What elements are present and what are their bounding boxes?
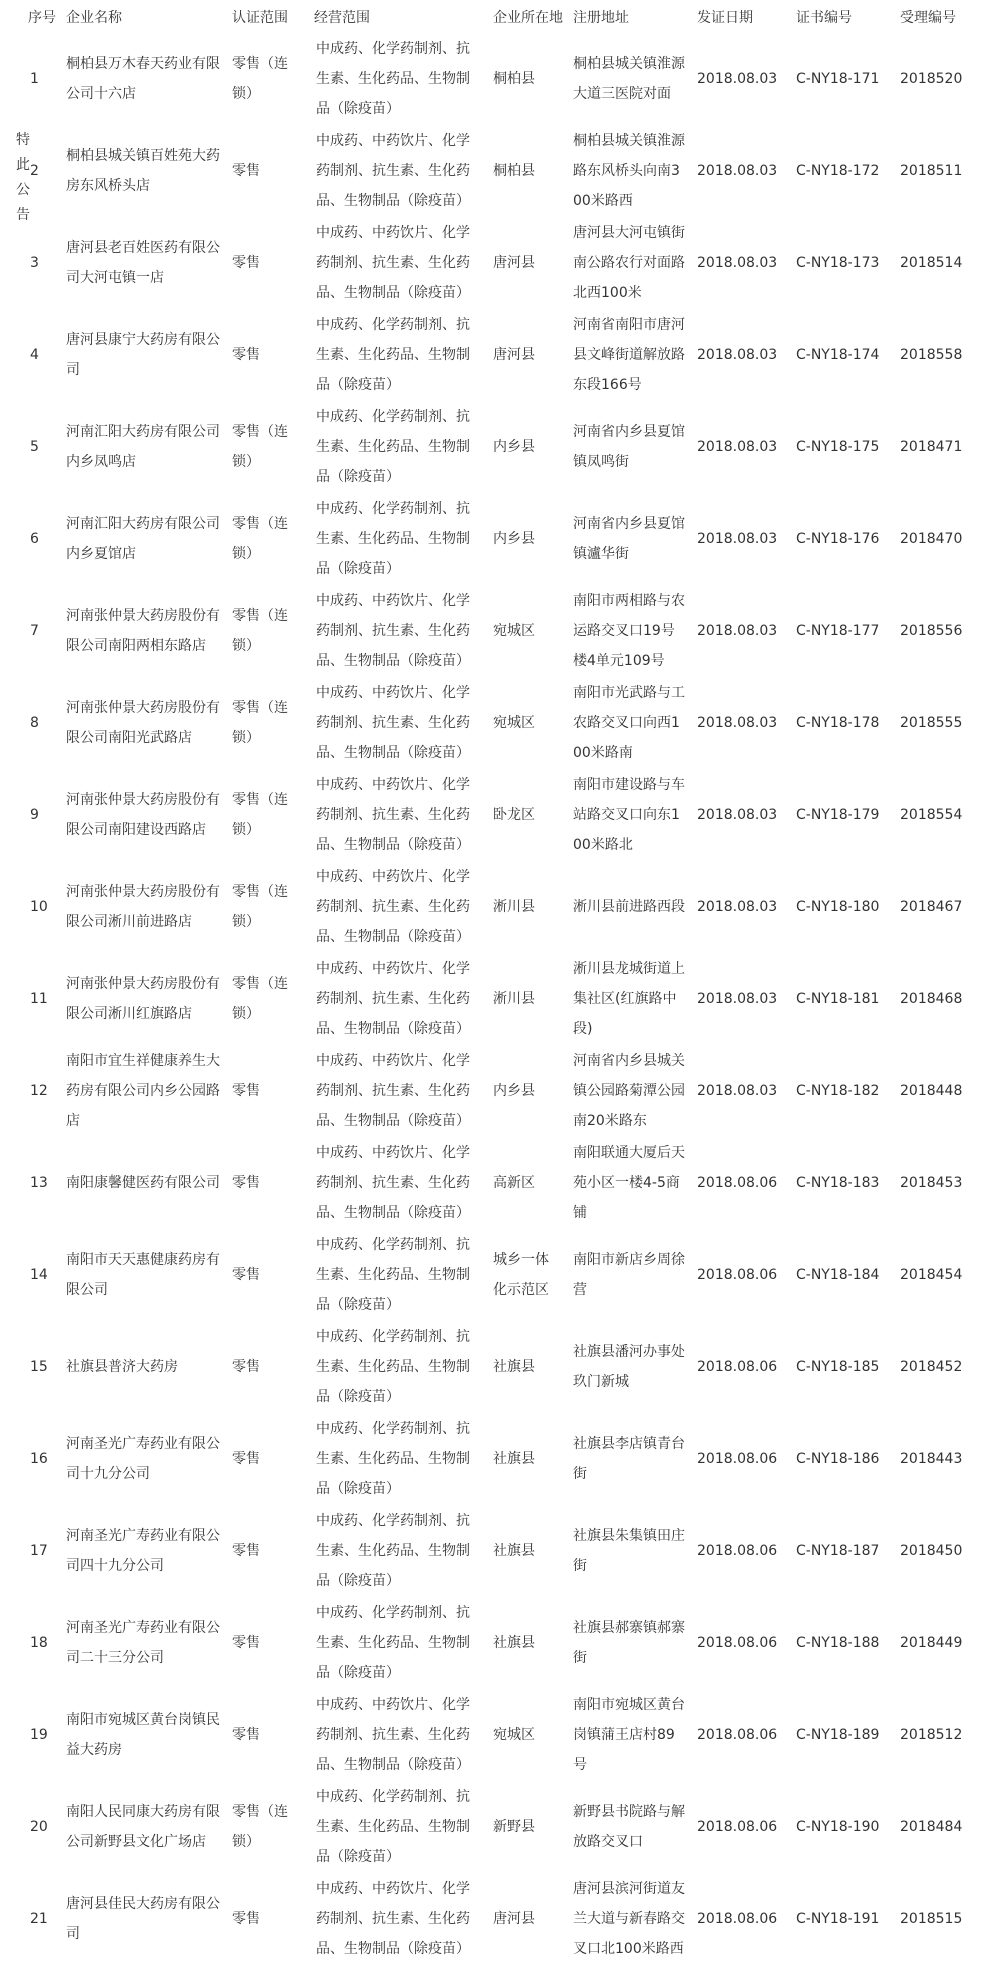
cell-address: 河南省内乡县城关镇公园路菊潭公园南20米路东: [573, 1053, 685, 1129]
cell-cert-no: C-NY18-184: [796, 1267, 880, 1283]
cell-seq: 18: [30, 1635, 48, 1651]
cell-cert-scope: 零售: [232, 1451, 260, 1467]
cell-cert-scope: 零售: [232, 1911, 260, 1927]
cell-issue-date: 2018.08.03: [697, 715, 778, 731]
header-address: 注册地址: [573, 9, 629, 26]
cell-cert-no: C-NY18-185: [796, 1359, 880, 1375]
cell-accept-no: 2018470: [900, 531, 963, 547]
cell-accept-no: 2018468: [900, 991, 963, 1007]
table-row: [22, 861, 997, 953]
cell-cert-no: C-NY18-171: [796, 71, 880, 87]
cell-seq: 20: [30, 1819, 48, 1835]
cell-cert-no: C-NY18-173: [796, 255, 880, 271]
cell-accept-no: 2018520: [900, 71, 963, 87]
cell-issue-date: 2018.08.03: [697, 991, 778, 1007]
cell-location: 社旗县: [493, 1451, 535, 1467]
table-row: [22, 1229, 997, 1321]
cell-accept-no: 2018467: [900, 899, 963, 915]
cell-company-name: 河南张仲景大药房股份有限公司淅川红旗路店: [66, 976, 220, 1022]
table-row: [22, 1413, 997, 1505]
cell-cert-no: C-NY18-186: [796, 1451, 880, 1467]
cell-cert-no: C-NY18-176: [796, 531, 880, 547]
cell-accept-no: 2018514: [900, 255, 963, 271]
cell-issue-date: 2018.08.06: [697, 1451, 778, 1467]
cell-address: 新野县书院路与解放路交叉口: [573, 1804, 685, 1850]
cell-cert-no: C-NY18-181: [796, 991, 880, 1007]
cell-location: 社旗县: [493, 1359, 535, 1375]
cell-address: 淅川县龙城街道上集社区(红旗路中段): [573, 961, 685, 1037]
cell-seq: 4: [30, 347, 39, 363]
cell-company-name: 桐柏县城关镇百姓苑大药房东风桥头店: [66, 148, 220, 194]
table-row: [22, 585, 997, 677]
cell-location: 高新区: [493, 1175, 535, 1191]
cell-address: 南阳市两相路与农运路交叉口19号楼4单元109号: [573, 593, 685, 669]
cell-cert-no: C-NY18-187: [796, 1543, 880, 1559]
cell-company-name: 南阳康馨健医药有限公司: [66, 1175, 220, 1191]
cell-issue-date: 2018.08.06: [697, 1175, 778, 1191]
cell-company-name: 唐河县佳民大药房有限公司: [66, 1896, 220, 1942]
cell-business-scope: 中成药、化学药制剂、抗生素、生化药品、生物制品（除疫苗）: [316, 1605, 470, 1681]
cell-company-name: 社旗县普济大药房: [66, 1359, 178, 1375]
cell-business-scope: 中成药、中药饮片、化学药制剂、抗生素、生化药品、生物制品（除疫苗）: [316, 133, 470, 209]
cell-cert-no: C-NY18-183: [796, 1175, 880, 1191]
cell-business-scope: 中成药、中药饮片、化学药制剂、抗生素、生化药品、生物制品（除疫苗）: [316, 1697, 470, 1773]
cell-accept-no: 2018471: [900, 439, 963, 455]
table-row: [22, 953, 997, 1045]
cell-cert-scope: 零售: [232, 163, 260, 179]
table-row: [22, 1505, 997, 1597]
cell-company-name: 桐柏县万木春天药业有限公司十六店: [66, 56, 220, 102]
cell-cert-scope: 零售（连锁）: [232, 516, 288, 562]
cell-seq: 15: [30, 1359, 48, 1375]
cell-cert-no: C-NY18-182: [796, 1083, 880, 1099]
cell-accept-no: 2018450: [900, 1543, 963, 1559]
cell-location: 桐柏县: [493, 163, 535, 179]
cell-location: 唐河县: [493, 255, 535, 271]
table-header: [22, 0, 997, 33]
cell-seq: 6: [30, 531, 39, 547]
cell-location: 桐柏县: [493, 71, 535, 87]
cell-accept-no: 2018512: [900, 1727, 963, 1743]
cell-seq: 3: [30, 255, 39, 271]
table-row: [22, 493, 997, 585]
cell-company-name: 河南张仲景大药房股份有限公司南阳光武路店: [66, 700, 220, 746]
cell-cert-scope: 零售（连锁）: [232, 424, 288, 470]
cell-location: 新野县: [493, 1819, 535, 1835]
table-row: [22, 33, 997, 125]
cell-cert-scope: 零售: [232, 1083, 260, 1099]
cell-accept-no: 2018558: [900, 347, 963, 363]
cell-accept-no: 2018443: [900, 1451, 963, 1467]
cell-location: 宛城区: [493, 715, 535, 731]
cell-location: 内乡县: [493, 439, 535, 455]
cell-issue-date: 2018.08.06: [697, 1819, 778, 1835]
cell-accept-no: 2018556: [900, 623, 963, 639]
cell-company-name: 河南圣光广寿药业有限公司四十九分公司: [66, 1528, 220, 1574]
cell-business-scope: 中成药、中药饮片、化学药制剂、抗生素、生化药品、生物制品（除疫苗）: [316, 685, 470, 761]
cell-location: 宛城区: [493, 1727, 535, 1743]
table-row: [22, 125, 997, 217]
cell-seq: 10: [30, 899, 48, 915]
cell-company-name: 河南张仲景大药房股份有限公司南阳建设西路店: [66, 792, 220, 838]
cell-address: 社旗县郝寨镇郝寨街: [573, 1620, 685, 1666]
cell-cert-no: C-NY18-190: [796, 1819, 880, 1835]
cell-business-scope: 中成药、中药饮片、化学药制剂、抗生素、生化药品、生物制品（除疫苗）: [316, 777, 470, 853]
cell-issue-date: 2018.08.03: [697, 255, 778, 271]
cell-cert-no: C-NY18-174: [796, 347, 880, 363]
table-row: [22, 677, 997, 769]
cell-address: 桐柏县城关镇淮源路东风桥头向南300米路西: [573, 133, 685, 209]
cell-business-scope: 中成药、化学药制剂、抗生素、生化药品、生物制品（除疫苗）: [316, 1513, 470, 1589]
cell-location: 社旗县: [493, 1543, 535, 1559]
cell-company-name: 南阳市宛城区黄台岗镇民益大药房: [66, 1712, 220, 1758]
cell-business-scope: 中成药、化学药制剂、抗生素、生化药品、生物制品（除疫苗）: [316, 41, 470, 117]
cell-company-name: 河南汇阳大药房有限公司内乡凤鸣店: [66, 424, 220, 470]
cell-company-name: 河南汇阳大药房有限公司内乡夏馆店: [66, 516, 220, 562]
table-row: [22, 1781, 997, 1873]
cell-business-scope: 中成药、中药饮片、化学药制剂、抗生素、生化药品、生物制品（除疫苗）: [316, 1145, 470, 1221]
cell-address: 南阳市光武路与工农路交叉口向西100米路南: [573, 685, 685, 761]
cell-business-scope: 中成药、化学药制剂、抗生素、生化药品、生物制品（除疫苗）: [316, 1237, 470, 1313]
certificate-table: [22, 0, 997, 1965]
cell-issue-date: 2018.08.03: [697, 439, 778, 455]
cell-issue-date: 2018.08.03: [697, 807, 778, 823]
table-row: [22, 1045, 997, 1137]
cell-address: 淅川县前进路西段: [573, 899, 685, 915]
cell-address: 社旗县李店镇青台街: [573, 1436, 685, 1482]
cell-company-name: 南阳市宜生祥健康养生大药房有限公司内乡公园路店: [66, 1053, 220, 1129]
cell-seq: 7: [30, 623, 39, 639]
cell-location: 内乡县: [493, 1083, 535, 1099]
cell-address: 桐柏县城关镇淮源大道三医院对面: [573, 56, 685, 102]
cell-cert-no: C-NY18-191: [796, 1911, 880, 1927]
cell-cert-scope: 零售（连锁）: [232, 700, 288, 746]
cell-seq: 14: [30, 1267, 48, 1283]
table-row: [22, 769, 997, 861]
cell-location: 淅川县: [493, 899, 535, 915]
cell-business-scope: 中成药、中药饮片、化学药制剂、抗生素、生化药品、生物制品（除疫苗）: [316, 225, 470, 301]
side-note-char: 公: [16, 182, 30, 198]
cell-cert-scope: 零售: [232, 1175, 260, 1191]
cell-cert-scope: 零售（连锁）: [232, 608, 288, 654]
cell-address: 社旗县潘河办事处玖门新城: [573, 1344, 685, 1390]
cell-seq: 8: [30, 715, 39, 731]
cell-business-scope: 中成药、中药饮片、化学药制剂、抗生素、生化药品、生物制品（除疫苗）: [316, 593, 470, 669]
cell-company-name: 南阳人民同康大药房有限公司新野县文化广场店: [66, 1804, 220, 1850]
cell-address: 河南省内乡县夏馆镇凤鸣街: [573, 424, 685, 470]
cell-location: 唐河县: [493, 347, 535, 363]
cell-location: 社旗县: [493, 1635, 535, 1651]
cell-company-name: 河南圣光广寿药业有限公司二十三分公司: [66, 1620, 220, 1666]
cell-issue-date: 2018.08.06: [697, 1635, 778, 1651]
cell-cert-no: C-NY18-175: [796, 439, 880, 455]
table-row: [22, 1689, 997, 1781]
cell-cert-scope: 零售（连锁）: [232, 1804, 288, 1850]
cell-cert-no: C-NY18-189: [796, 1727, 880, 1743]
cell-address: 南阳市建设路与车站路交叉口向东100米路北: [573, 777, 685, 853]
cell-accept-no: 2018448: [900, 1083, 963, 1099]
cell-issue-date: 2018.08.06: [697, 1359, 778, 1375]
cell-seq: 16: [30, 1451, 48, 1467]
cell-accept-no: 2018454: [900, 1267, 963, 1283]
cell-issue-date: 2018.08.06: [697, 1727, 778, 1743]
cell-issue-date: 2018.08.03: [697, 899, 778, 915]
cell-accept-no: 2018452: [900, 1359, 963, 1375]
cell-business-scope: 中成药、中药饮片、化学药制剂、抗生素、生化药品、生物制品（除疫苗）: [316, 1881, 470, 1957]
cell-accept-no: 2018453: [900, 1175, 963, 1191]
table-row: [22, 1873, 997, 1965]
cell-business-scope: 中成药、中药饮片、化学药制剂、抗生素、生化药品、生物制品（除疫苗）: [316, 869, 470, 945]
header-business-scope: 经营范围: [314, 9, 370, 26]
cell-seq: 21: [30, 1911, 48, 1927]
cell-cert-scope: 零售: [232, 1267, 260, 1283]
cell-location: 宛城区: [493, 623, 535, 639]
cell-issue-date: 2018.08.03: [697, 347, 778, 363]
header-cert-scope: 认证范围: [232, 9, 288, 26]
cell-seq: 1: [30, 71, 39, 87]
cell-business-scope: 中成药、中药饮片、化学药制剂、抗生素、生化药品、生物制品（除疫苗）: [316, 961, 470, 1037]
cell-location: 唐河县: [493, 1911, 535, 1927]
cell-business-scope: 中成药、中药饮片、化学药制剂、抗生素、生化药品、生物制品（除疫苗）: [316, 1053, 470, 1129]
cell-cert-no: C-NY18-188: [796, 1635, 880, 1651]
cell-seq: 5: [30, 439, 39, 455]
cell-seq: 2: [30, 163, 39, 179]
cell-company-name: 河南张仲景大药房股份有限公司淅川前进路店: [66, 884, 220, 930]
cell-cert-scope: 零售: [232, 1359, 260, 1375]
cell-issue-date: 2018.08.03: [697, 531, 778, 547]
cell-seq: 9: [30, 807, 39, 823]
table-row: [22, 401, 997, 493]
cell-address: 唐河县大河屯镇街南公路农行对面路北西100米: [573, 225, 685, 301]
table-body: [22, 33, 997, 1965]
cell-cert-scope: 零售（连锁）: [232, 56, 288, 102]
cell-seq: 11: [30, 991, 48, 1007]
header-location: 企业所在地: [493, 9, 563, 26]
cell-issue-date: 2018.08.03: [697, 163, 778, 179]
header-company-name: 企业名称: [66, 9, 122, 26]
header-accept-no: 受理编号: [900, 9, 956, 26]
cell-business-scope: 中成药、化学药制剂、抗生素、生化药品、生物制品（除疫苗）: [316, 317, 470, 393]
cell-cert-scope: 零售（连锁）: [232, 976, 288, 1022]
cell-address: 南阳市新店乡周徐营: [573, 1252, 685, 1298]
side-note-char: 特: [16, 132, 30, 148]
cell-issue-date: 2018.08.03: [697, 71, 778, 87]
cell-business-scope: 中成药、化学药制剂、抗生素、生化药品、生物制品（除疫苗）: [316, 501, 470, 577]
table-row: [22, 309, 997, 401]
cell-accept-no: 2018449: [900, 1635, 963, 1651]
header-seq: 序号: [28, 9, 56, 26]
cell-company-name: 唐河县老百姓医药有限公司大河屯镇一店: [66, 240, 220, 286]
cell-accept-no: 2018484: [900, 1819, 963, 1835]
cell-business-scope: 中成药、化学药制剂、抗生素、生化药品、生物制品（除疫苗）: [316, 409, 470, 485]
cell-location: 城乡一体化示范区: [493, 1252, 549, 1298]
table-row: [22, 1321, 997, 1413]
cell-accept-no: 2018515: [900, 1911, 963, 1927]
header-row: [22, 0, 997, 33]
cell-cert-scope: 零售: [232, 347, 260, 363]
cell-address: 河南省内乡县夏馆镇瀘华街: [573, 516, 685, 562]
cell-seq: 13: [30, 1175, 48, 1191]
cell-address: 社旗县朱集镇田庄街: [573, 1528, 685, 1574]
cell-location: 内乡县: [493, 531, 535, 547]
cell-address: 南阳市宛城区黄台岗镇蒲王店村89号: [573, 1697, 685, 1773]
cell-cert-scope: 零售（连锁）: [232, 792, 288, 838]
cell-seq: 19: [30, 1727, 48, 1743]
cell-cert-no: C-NY18-178: [796, 715, 880, 731]
cell-company-name: 唐河县康宁大药房有限公司: [66, 332, 220, 378]
cell-company-name: 河南圣光广寿药业有限公司十九分公司: [66, 1436, 220, 1482]
cell-cert-no: C-NY18-172: [796, 163, 880, 179]
side-note-char: 告: [16, 207, 30, 223]
cell-accept-no: 2018511: [900, 163, 963, 179]
cell-business-scope: 中成药、化学药制剂、抗生素、生化药品、生物制品（除疫苗）: [316, 1789, 470, 1865]
cell-cert-scope: 零售: [232, 255, 260, 271]
cell-cert-no: C-NY18-180: [796, 899, 880, 915]
cell-cert-scope: 零售（连锁）: [232, 884, 288, 930]
cell-cert-no: C-NY18-177: [796, 623, 880, 639]
cell-cert-scope: 零售: [232, 1635, 260, 1651]
side-note-char: 此: [16, 157, 30, 173]
cell-issue-date: 2018.08.03: [697, 623, 778, 639]
cell-cert-no: C-NY18-179: [796, 807, 880, 823]
cell-business-scope: 中成药、化学药制剂、抗生素、生化药品、生物制品（除疫苗）: [316, 1421, 470, 1497]
header-cert-no: 证书编号: [796, 9, 852, 26]
cell-company-name: 河南张仲景大药房股份有限公司南阳两相东路店: [66, 608, 220, 654]
cell-accept-no: 2018555: [900, 715, 963, 731]
table-row: [22, 1597, 997, 1689]
cell-location: 卧龙区: [493, 807, 535, 823]
cell-address: 唐河县滨河街道友兰大道与新春路交叉口北100米路西: [573, 1881, 685, 1957]
cell-accept-no: 2018554: [900, 807, 963, 823]
cell-issue-date: 2018.08.06: [697, 1543, 778, 1559]
cell-issue-date: 2018.08.06: [697, 1267, 778, 1283]
cell-seq: 17: [30, 1543, 48, 1559]
cell-issue-date: 2018.08.06: [697, 1911, 778, 1927]
table-row: [22, 217, 997, 309]
cell-seq: 12: [30, 1083, 48, 1099]
table-row: [22, 1137, 997, 1229]
cell-cert-scope: 零售: [232, 1543, 260, 1559]
cell-cert-scope: 零售: [232, 1727, 260, 1743]
cell-address: 南阳联通大厦后天苑小区一楼4-5商铺: [573, 1145, 685, 1221]
cell-location: 淅川县: [493, 991, 535, 1007]
cell-issue-date: 2018.08.03: [697, 1083, 778, 1099]
cell-business-scope: 中成药、化学药制剂、抗生素、生化药品、生物制品（除疫苗）: [316, 1329, 470, 1405]
header-issue-date: 发证日期: [697, 9, 753, 26]
cell-address: 河南省南阳市唐河县文峰街道解放路东段166号: [573, 317, 685, 393]
cell-company-name: 南阳市天天惠健康药房有限公司: [66, 1252, 220, 1298]
